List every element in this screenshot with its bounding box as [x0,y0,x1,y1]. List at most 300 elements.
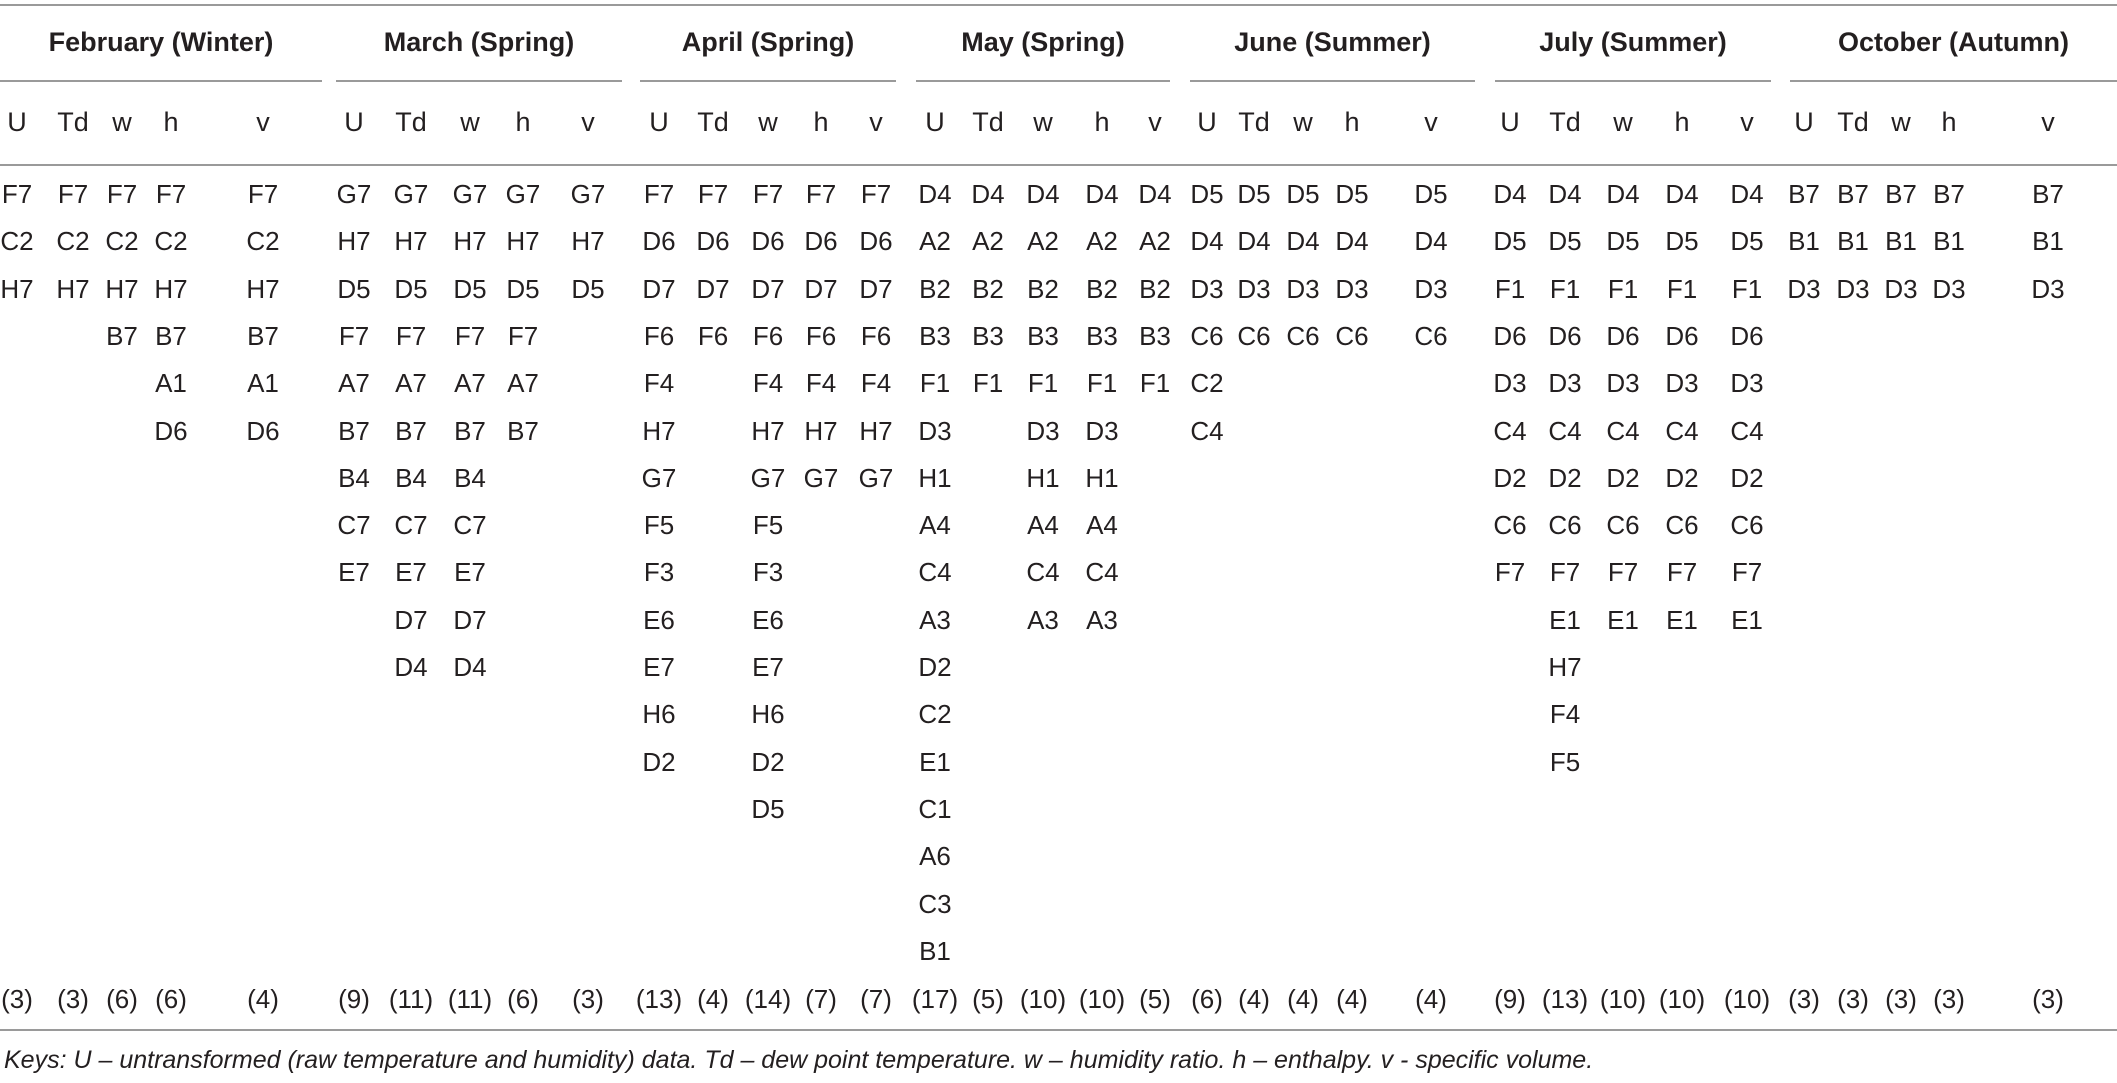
column-count: (6) [1191,984,1223,1014]
month-header: October (Autumn) [1838,27,2069,57]
column-header: v [256,107,270,137]
table-cell: D3 [2031,273,2065,304]
table-cell: D4 [1606,179,1640,209]
table-cell: C6 [1190,320,1224,351]
table-cell: B4 [454,462,486,493]
table-cell: F7 [752,179,784,209]
table-cell: D4 [1190,226,1224,257]
table-cell: G7 [393,179,429,209]
table-cell: B7 [247,320,279,351]
column-count: (3) [57,984,89,1014]
month-header-rule [0,80,322,82]
table-cell: G7 [750,462,786,493]
table-cell: H6 [642,699,676,730]
table-cell: E7 [643,652,675,682]
column-count: (17) [911,984,959,1014]
column-header: U [7,107,27,137]
table-cell: D5 [1493,226,1527,257]
table-cell: H7 [154,273,188,304]
table-cell: H7 [56,273,90,304]
table-cell: D3 [1787,273,1821,304]
table-cell: F1 [1607,273,1639,304]
table-cell: E1 [1549,604,1581,635]
table-cell: D3 [1665,368,1699,399]
table-cell: D3 [1026,415,1060,446]
table-cell: D5 [1606,226,1640,257]
table-cell: B3 [972,320,1004,351]
table-cell: C6 [1606,510,1640,541]
table-cell: F7 [1494,557,1526,588]
table-cell: D2 [751,746,785,777]
table-cell: E1 [1666,604,1698,635]
column-count: (6) [106,984,138,1014]
table-cell: B7 [395,415,427,446]
table-cell: H1 [918,462,952,493]
column-header: U [344,107,364,137]
table-cell: F1 [919,368,951,399]
month-header: March (Spring) [383,27,575,57]
table-cell: G7 [570,179,606,209]
month-header-rule [1190,80,1475,82]
table-cell: D5 [1237,179,1271,209]
table-cell: D3 [1286,273,1320,304]
table-cell: D5 [453,273,487,304]
table-cell: E6 [752,604,784,635]
month-header-rule [916,80,1170,82]
table-cell: D3 [1190,273,1224,304]
table-cell: C4 [1493,415,1527,446]
table-cell: H7 [105,273,139,304]
table-cell: C3 [918,888,952,919]
table-cell: B7 [1837,179,1869,209]
column-count: (4) [1336,984,1368,1014]
column-count: (13) [635,984,683,1014]
column-count: (11) [447,984,493,1014]
month-header-rule [336,80,622,82]
table-cell: G7 [452,179,488,209]
column-header: U [649,107,669,137]
table-cell: D5 [1414,179,1448,209]
table-cell: C6 [1493,510,1527,541]
table-cell: D2 [1665,462,1699,493]
table-cell: B4 [338,462,370,493]
table-cell: D7 [751,273,785,304]
table-cell: A2 [972,226,1004,257]
table-cell: B7 [1788,179,1820,209]
table-cell: A3 [1027,604,1059,635]
table-cell: A2 [919,226,951,257]
table-cell: D5 [1665,226,1699,257]
table-cell: D7 [642,273,676,304]
table-cell: F7 [395,320,427,351]
table-cell: D3 [1548,368,1582,399]
table-cell: E1 [919,746,951,777]
table-cell: B7 [155,320,187,351]
table-cell: E7 [454,557,486,588]
table-cell: D2 [1548,462,1582,493]
table-cell: F1 [1027,368,1059,399]
table-cell: D6 [1548,320,1582,351]
table-cell: F6 [697,320,729,351]
table-cell: B1 [1788,226,1820,257]
column-header: w [1293,107,1313,137]
table-cell: H7 [337,226,371,257]
column-header: U [1197,107,1217,137]
column-count: (4) [1415,984,1447,1014]
table-cell: D2 [918,652,952,682]
table-cell: D3 [1606,368,1640,399]
table-cell: D5 [751,793,785,824]
table-cell: F7 [247,179,279,209]
column-count: (11) [388,984,434,1014]
table-cell: D4 [1414,226,1448,257]
table-cell: F7 [507,320,539,351]
table-cell: C4 [1665,415,1699,446]
column-header: v [2041,107,2055,137]
table-cell: H7 [642,415,676,446]
table-cell: F7 [860,179,892,209]
column-header: U [1794,107,1814,137]
table-cell: G7 [858,462,894,493]
table-cell: G7 [336,179,372,209]
table-cell: H6 [751,699,785,730]
table-cell: H7 [1548,652,1582,682]
column-header: h [515,107,531,137]
table-cell: D3 [1237,273,1271,304]
table-cell: B7 [2032,179,2064,209]
column-header: h [1941,107,1957,137]
table-cell: F7 [697,179,729,209]
table-cell: G7 [641,462,677,493]
column-header: Td [1238,107,1270,137]
table-cell: C2 [105,226,139,257]
table-cell: F7 [643,179,675,209]
month-header-rule [640,80,896,82]
table-cell: F1 [1666,273,1698,304]
table-cell: A3 [919,604,951,635]
table-cell: B2 [1027,273,1059,304]
table-cell: C4 [1606,415,1640,446]
table-cell: D4 [1335,226,1369,257]
column-header: Td [972,107,1004,137]
column-header: w [758,107,778,137]
table-cell: D6 [1665,320,1699,351]
column-count: (9) [1494,984,1526,1014]
column-count: (7) [860,984,892,1014]
table-cell: D6 [154,415,188,446]
column-count: (4) [1287,984,1319,1014]
table-cell: D4 [918,179,952,209]
table-cell: D4 [394,652,428,682]
column-count: (10) [1599,984,1647,1014]
table-cell: D2 [1493,462,1527,493]
table-cell: F1 [1086,368,1118,399]
column-header: v [581,107,595,137]
column-header: h [1344,107,1360,137]
table-cell: H7 [804,415,838,446]
table-cell: C7 [337,510,371,541]
table-cell: C2 [154,226,188,257]
column-count: (3) [1885,984,1917,1014]
column-header: v [869,107,883,137]
table-cell: C4 [918,557,952,588]
table-cell: A4 [1027,510,1059,541]
table-cell: F1 [1494,273,1526,304]
table-cell: F5 [752,510,784,541]
table-cell: B7 [454,415,486,446]
column-count: (10) [1078,984,1126,1014]
column-header: v [1148,107,1162,137]
table-cell: A4 [1086,510,1118,541]
table-cell: B1 [1885,226,1917,257]
column-count: (13) [1541,984,1589,1014]
table-cell: B1 [2032,226,2064,257]
table-cell: G7 [505,179,541,209]
table-cell: F6 [805,320,837,351]
table-cell: B1 [919,935,951,966]
table-cell: D5 [506,273,540,304]
table-cell: D7 [696,273,730,304]
table-cell: B1 [1933,226,1965,257]
table-cell: H7 [751,415,785,446]
column-header: h [813,107,829,137]
table-cell: C6 [1286,320,1320,351]
column-header: h [1094,107,1110,137]
column-header: Td [395,107,427,137]
table-top-rule [0,4,2117,6]
table-cell: B7 [106,320,138,351]
table-cell: B4 [395,462,427,493]
table-cell: D5 [1548,226,1582,257]
table-cell: H7 [506,226,540,257]
column-count: (3) [572,984,604,1014]
table-cell: D3 [1932,273,1966,304]
table-cell: D7 [394,604,428,635]
column-header: v [1740,107,1754,137]
table-cell: A3 [1086,604,1118,635]
table-cell: B2 [919,273,951,304]
table-cell: F7 [106,179,138,209]
table-footnote: Keys: U – untransformed (raw temperature and humidity) data. Td – dew point temperature. w – humidity ratio. h – enthalpy. v - specific volume. [4,1046,1594,1074]
table-cell: D7 [804,273,838,304]
table-cell: F4 [860,368,892,399]
table-cell: C2 [56,226,90,257]
table-cell: B1 [1837,226,1869,257]
table-cell: B7 [1933,179,1965,209]
month-header-rule [1495,80,1771,82]
table-cell: D4 [1548,179,1582,209]
column-header: w [1033,107,1053,137]
column-count: (10) [1723,984,1771,1014]
table-cell: C4 [1190,415,1224,446]
column-header: Td [1549,107,1581,137]
table-cell: F7 [155,179,187,209]
month-header-rule [1790,80,2117,82]
column-count: (6) [155,984,187,1014]
table-cell: D7 [453,604,487,635]
table-cell: A7 [395,368,427,399]
table-cell: C7 [453,510,487,541]
column-header: Td [697,107,729,137]
column-count: (10) [1019,984,1067,1014]
table-cell: F1 [1549,273,1581,304]
column-count: (7) [805,984,837,1014]
column-count: (9) [338,984,370,1014]
table-cell: A7 [338,368,370,399]
table-cell: B7 [507,415,539,446]
column-header: U [925,107,945,137]
table-cell: B2 [972,273,1004,304]
table-cell: F7 [1,179,33,209]
table-cell: B3 [1027,320,1059,351]
column-header: w [1891,107,1911,137]
table-cell: D2 [1606,462,1640,493]
table-cell: A1 [155,368,187,399]
table-cell: D6 [859,226,893,257]
table-cell: E6 [643,604,675,635]
table-cell: F7 [57,179,89,209]
table-cell: F6 [643,320,675,351]
table-cell: C7 [394,510,428,541]
table-cell: H7 [453,226,487,257]
table-cell: G7 [803,462,839,493]
table-cell: D5 [571,273,605,304]
table-cell: F7 [1666,557,1698,588]
table-cell: F3 [752,557,784,588]
column-count: (5) [1139,984,1171,1014]
table-cell: D4 [1493,179,1527,209]
table-cell: F5 [643,510,675,541]
table-cell: D2 [1730,462,1764,493]
column-count: (3) [1,984,33,1014]
table-cell: D3 [1884,273,1918,304]
table-cell: C4 [1085,557,1119,588]
table-cell: D6 [751,226,785,257]
table-cell: A2 [1027,226,1059,257]
table-cell: C2 [918,699,952,730]
table-cell: F3 [643,557,675,588]
column-header: w [460,107,480,137]
column-count: (3) [2032,984,2064,1014]
table-cell: F6 [860,320,892,351]
table-cell: E7 [338,557,370,588]
table-cell: B7 [1885,179,1917,209]
column-count: (14) [744,984,792,1014]
table-cell: H7 [246,273,280,304]
table-cell: H7 [394,226,428,257]
column-header: Td [57,107,89,137]
table-cell: B3 [1139,320,1171,351]
table-cell: D3 [1085,415,1119,446]
table-cell: F7 [338,320,370,351]
table-cell: F4 [643,368,675,399]
table-cell: D5 [1286,179,1320,209]
table-cell: F7 [1607,557,1639,588]
table-bottom-rule [0,1029,2117,1031]
column-count: (3) [1837,984,1869,1014]
table-cell: H7 [571,226,605,257]
table-cell: D4 [1085,179,1119,209]
table-cell: D4 [1138,179,1172,209]
table-cell: H7 [859,415,893,446]
table-cell: C2 [1190,368,1224,399]
table-cell: D5 [1335,179,1369,209]
table-cell: E1 [1607,604,1639,635]
column-count: (6) [507,984,539,1014]
header-bottom-rule [0,164,2117,166]
table-cell: C4 [1730,415,1764,446]
table-cell: A2 [1086,226,1118,257]
table-cell: D4 [971,179,1005,209]
table-cell: C6 [1730,510,1764,541]
table-cell: F5 [1549,746,1581,777]
column-header: Td [1837,107,1869,137]
table-cell: D6 [804,226,838,257]
table-cell: F4 [752,368,784,399]
column-header: v [1424,107,1438,137]
table-cell: C4 [1026,557,1060,588]
table-cell: D6 [1730,320,1764,351]
table-cell: D6 [642,226,676,257]
column-count: (4) [1238,984,1270,1014]
table-cell: A1 [247,368,279,399]
table-cell: C6 [1414,320,1448,351]
table-cell: H7 [0,273,34,304]
table-cell: D6 [1493,320,1527,351]
table-cell: A2 [1139,226,1171,257]
table-cell: B7 [338,415,370,446]
month-header: June (Summer) [1234,27,1431,57]
table-cell: D5 [1730,226,1764,257]
table-cell: D6 [696,226,730,257]
table-cell: C6 [1548,510,1582,541]
month-header: July (Summer) [1539,27,1727,57]
table-cell: D4 [1730,179,1764,209]
column-header: U [1500,107,1520,137]
table-cell: F7 [805,179,837,209]
table-cell: F1 [972,368,1004,399]
table-cell: C6 [1665,510,1699,541]
table-cell: H1 [1085,462,1119,493]
table-cell: D3 [1493,368,1527,399]
table-cell: C4 [1548,415,1582,446]
table-cell: B3 [1086,320,1118,351]
column-header: w [112,107,132,137]
table-cell: D5 [394,273,428,304]
table-cell: F4 [1549,699,1581,730]
table-cell: E1 [1731,604,1763,635]
table-cell: A6 [919,841,951,872]
table-cell: C2 [246,226,280,257]
table-cell: D4 [1286,226,1320,257]
table-cell: F7 [1731,557,1763,588]
table-cell: D3 [1730,368,1764,399]
table-cell: D4 [453,652,487,682]
column-count: (3) [1788,984,1820,1014]
column-header: h [1674,107,1690,137]
table-cell: B2 [1086,273,1118,304]
table-cell: A7 [507,368,539,399]
column-count: (4) [697,984,729,1014]
column-count: (5) [972,984,1004,1014]
table-cell: D3 [918,415,952,446]
table-cell: F7 [1549,557,1581,588]
table-cell: C2 [0,226,34,257]
table-cell: A4 [919,510,951,541]
table-cell: F7 [454,320,486,351]
table-cell: F6 [752,320,784,351]
table-cell: D3 [1414,273,1448,304]
